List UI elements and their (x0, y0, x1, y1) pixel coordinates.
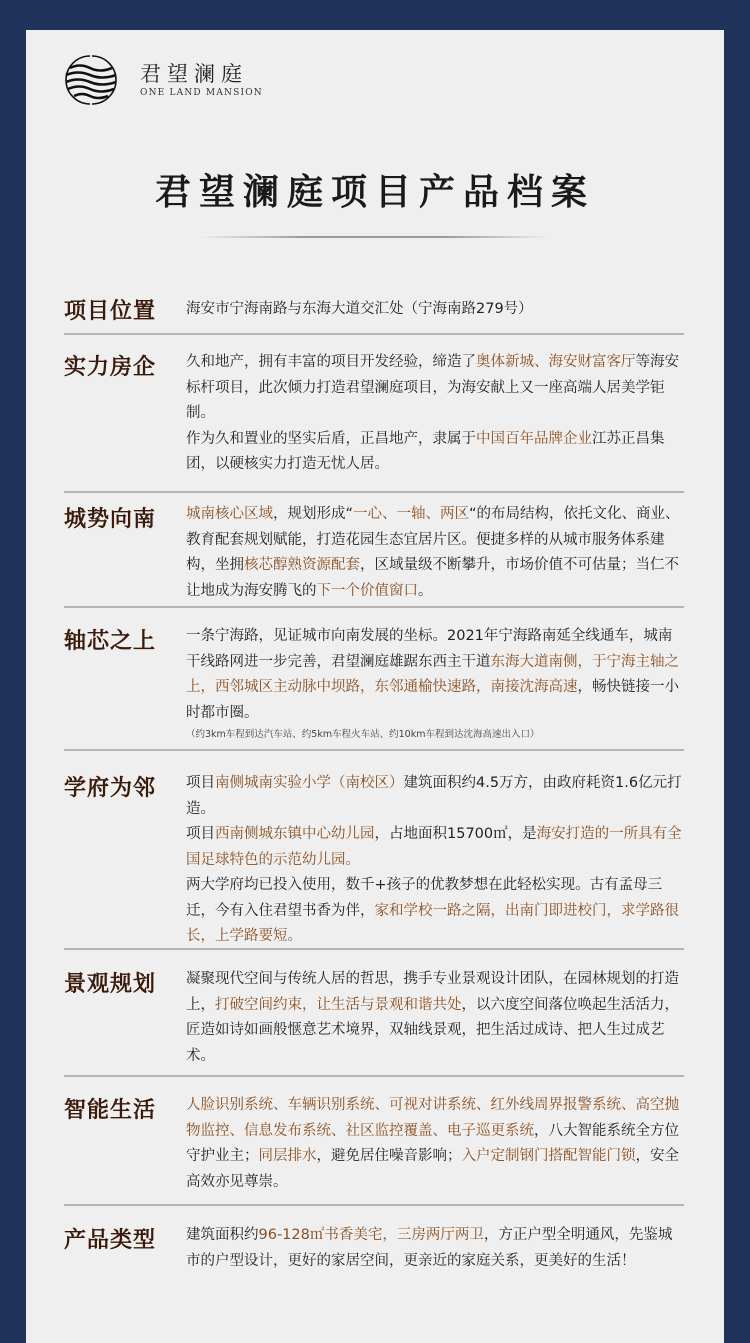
section-label: 实力房企 (64, 355, 157, 380)
section-divider (64, 1204, 684, 1206)
section-body (186, 771, 682, 950)
body-text: ，规划形成“ (273, 506, 354, 522)
body-text: ，方正户型全明通风，先鉴城市的户型设计，更好的家居空间，更亲近的家庭关系，更美好的生活！ (186, 1227, 673, 1269)
body-text: ，八大智能系统全方位守护业主； (186, 1122, 679, 1164)
body-text: 等海安标杆项目，此次倾力打造君望澜庭项目，为海安献上又一座高端人居美学钜制。 (186, 354, 679, 421)
section-paragraph (186, 350, 682, 427)
highlight-text: 96-128㎡书香美宅，三房两厅两卫 (258, 1227, 484, 1243)
body-text: ，畅快链接一小时都市圈。 (186, 679, 679, 721)
section-label: 项目位置 (64, 299, 157, 324)
highlight-text: 人脸识别系统、车辆识别系统、可视对讲系统、红外线周界报警系统、高空抛物监控、信息发布系统、社区监控覆盖、电子巡更系统 (186, 1097, 679, 1139)
section-divider (64, 606, 684, 608)
section-label: 产品类型 (64, 1228, 157, 1253)
document-card (26, 30, 724, 1343)
body-text: 一条宁海路，见证城市向南发展的坐标。2021年宁海路南延全线通车，城南干线路网进一步完善，君望澜庭雄踞东西主干道 (186, 628, 673, 670)
section-paragraph (186, 297, 682, 323)
highlight-text: 入户定制钢门搭配智能门锁 (461, 1148, 636, 1164)
section-divider (64, 948, 684, 950)
body-text: 项目 (186, 775, 215, 791)
section-paragraph (186, 1093, 682, 1195)
body-text: 两大学府均已投入使用，数千+孩子的优教梦想在此轻松实现。古有孟母三迁，今有入住君望书香为伴， (186, 877, 663, 919)
brand-logo (56, 54, 316, 106)
body-text: 江苏正昌集团，以硬核实力打造无忧人居。 (186, 430, 665, 472)
section-body (186, 502, 682, 604)
body-text: ，占地面积15700㎡，是 (374, 826, 537, 842)
section-paragraph (186, 873, 682, 950)
highlight-text: 海安打造的一所具有全国足球特色的示范幼儿园。 (186, 826, 682, 868)
highlight-text: 城南核心区域 (186, 506, 273, 522)
body-text: ，区域量级不断攀升，市场价值不可估量；当仁不让地成为海安腾飞的 (186, 557, 679, 599)
section-body (186, 297, 682, 323)
body-text: ，安全高效亦见尊崇。 (186, 1148, 679, 1190)
section-label: 轴芯之上 (64, 629, 157, 654)
section-paragraph (186, 1223, 682, 1274)
section-divider (64, 1075, 684, 1077)
section-body (186, 624, 682, 744)
section-body (186, 350, 682, 478)
body-text: “的布局结构，依托文化、商业、教育配套规划赋能，打造花园生态宜居片区。便捷多样的从城市服务体系建构，坐拥 (186, 506, 680, 573)
body-text: 海安市宁海南路与东海大道交汇处（宁海南路279号） (186, 301, 533, 317)
body-text: 项目 (186, 826, 215, 842)
highlight-text: 家和学校一路之隔，出南门即进校门，求学路很长，上学路要短。 (186, 902, 679, 944)
section-label: 景观规划 (64, 972, 157, 997)
section-paragraph (186, 967, 682, 1069)
section-label: 学府为邻 (64, 776, 157, 801)
logo-name-en: ONE LAND MANSION (140, 88, 263, 98)
section-divider (64, 333, 684, 335)
highlight-text: 核芯醇熟资源配套 (244, 557, 360, 573)
body-text: ，避免居住噪音影响； (316, 1148, 462, 1164)
section-paragraph (186, 822, 682, 873)
logo-name-cn: 君望澜庭 (140, 62, 248, 86)
highlight-text: 一心、一轴、两区 (353, 506, 470, 522)
body-text: 凝聚现代空间与传统人居的哲思，携手专业景观设计团队，在园林规划的打造上， (186, 971, 679, 1013)
section-note: （约3km车程到达汽车站、约5km车程火车站、约10km车程到达沈海高速出入口） (186, 729, 540, 740)
section-label: 智能生活 (64, 1098, 157, 1123)
body-text: 。 (418, 582, 433, 599)
body-text: 久和地产，拥有丰富的项目开发经验，缔造了 (186, 354, 476, 370)
page-title: 君望澜庭项目产品档案 (154, 171, 595, 213)
wave-logo-icon (56, 54, 126, 106)
highlight-text: 奥体新城、海安财富客厅 (476, 354, 636, 370)
title-divider (200, 236, 550, 238)
section-body (186, 967, 682, 1069)
section-label: 城势向南 (64, 507, 157, 532)
highlight-text: 打破空间约束，让生活与景观和谐共处 (215, 996, 462, 1013)
body-text: 建筑面积约 (186, 1227, 259, 1243)
section-paragraph (186, 427, 682, 478)
body-text: 作为久和置业的坚实后盾，正昌地产，隶属于 (186, 430, 476, 447)
section-divider (64, 491, 684, 493)
highlight-text: 东海大道南侧，于宁海主轴之上，西邻城区主动脉中坝路，东邻通榆快速路，南接沈海高速 (186, 653, 679, 695)
section-body (186, 1223, 682, 1274)
section-divider (64, 749, 684, 751)
highlight-text: 南侧城南实验小学（南校区） (215, 775, 404, 791)
section-paragraph (186, 624, 682, 726)
section-body (186, 1093, 682, 1195)
highlight-text: 下一个价值窗口 (316, 582, 418, 599)
section-paragraph (186, 771, 682, 822)
highlight-text: 同层排水 (258, 1148, 317, 1164)
section-paragraph (186, 502, 682, 604)
body-text: ，以六度空间落位唤起生活活力，匠造如诗如画般惬意艺术境界，双轴线景观，把生活过成诗、把人生过成艺术。 (186, 996, 679, 1064)
highlight-text: 西南侧城东镇中心幼儿园 (215, 826, 375, 842)
body-text: 建筑面积约4.5万方，由政府耗资1.6亿元打造。 (186, 775, 682, 817)
highlight-text: 中国百年品牌企业 (476, 430, 592, 447)
